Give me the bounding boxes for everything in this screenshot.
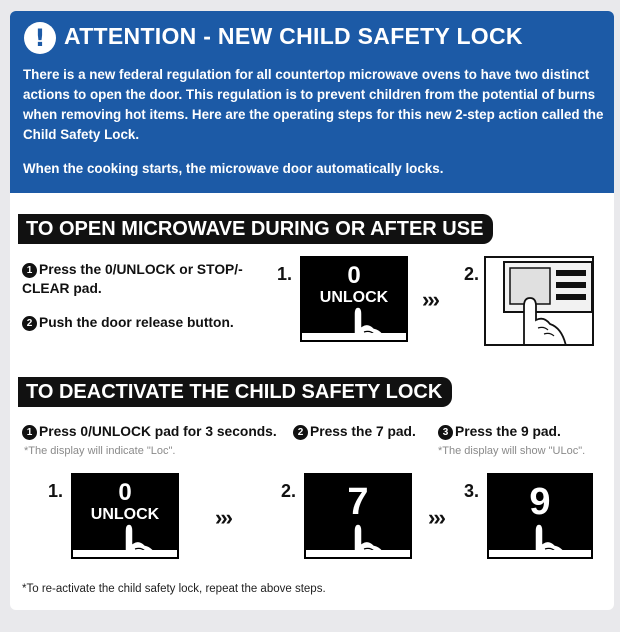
step-badge: 2 (22, 316, 37, 331)
image-number: 1. (277, 264, 293, 284)
next-arrows: ››› (215, 505, 231, 530)
deactivate-step-1 (22, 422, 277, 441)
door-release-image (484, 256, 594, 346)
banner-title: ATTENTION - NEW CHILD SAFETY LOCK (64, 23, 523, 49)
step-text: Press the 0/UNLOCK or STOP/-CLEAR pad. (22, 262, 243, 296)
image-number: 3. (464, 481, 480, 501)
attention-banner (10, 11, 614, 193)
pad-base (306, 550, 410, 557)
microwave-door-icon (486, 258, 594, 346)
step-badge: 1 (22, 425, 37, 440)
pad-label: UNLOCK (90, 506, 160, 523)
image-number: 1. (48, 481, 64, 501)
step-badge: 1 (22, 263, 37, 278)
step-text: Press the 9 pad. (455, 424, 561, 439)
banner-paragraph-2: When the cooking starts, the microwave door automatically locks. (23, 161, 444, 176)
open-step-1 (22, 260, 272, 298)
footnote: *To re-activate the child safety lock, repeat the above steps. (22, 583, 326, 595)
seven-pad-image (304, 473, 412, 559)
next-arrows: ››› (428, 505, 444, 530)
deactivate-step-3 (438, 422, 561, 441)
step-text: Press 0/UNLOCK pad for 3 seconds. (39, 424, 277, 439)
banner-paragraph: There is a new federal regulation for all countertop microwave ovens to have two distinct actions to open the door. This regulation is to prevent children from the potential of burns when removing hot items. Here are the operating steps for this new 2-step action called the Child Safety Lock. (23, 67, 604, 142)
step-badge: 2 (293, 425, 308, 440)
pad-base (73, 550, 177, 557)
pad-digit: 0 (118, 479, 132, 506)
pad-label: UNLOCK (319, 289, 389, 306)
section-title-open: TO OPEN MICROWAVE DURING OR AFTER USE (18, 214, 493, 244)
step-text: Push the door release button. (39, 315, 234, 330)
next-arrows: ››› (422, 287, 438, 312)
instruction-card (10, 11, 614, 610)
unlock-pad-image (71, 473, 179, 559)
open-step-2 (22, 313, 272, 332)
pad-digit: 9 (529, 481, 551, 523)
nine-pad-image (487, 473, 593, 559)
unlock-pad-image (300, 256, 408, 342)
step-note: *The display will indicate "Loc". (24, 445, 176, 457)
pad-digit: 7 (347, 481, 369, 523)
pad-base (489, 550, 591, 557)
step-badge: 3 (438, 425, 453, 440)
deactivate-step-2 (293, 422, 416, 441)
exclamation-icon: ! (24, 22, 56, 54)
step-note: *The display will show "ULoc". (438, 445, 586, 457)
section-title-deactivate: TO DEACTIVATE THE CHILD SAFETY LOCK (18, 377, 452, 407)
pad-base (302, 333, 406, 340)
step-text: Press the 7 pad. (310, 424, 416, 439)
pad-digit: 0 (347, 262, 361, 289)
image-number: 2. (281, 481, 297, 501)
image-number: 2. (464, 264, 480, 284)
